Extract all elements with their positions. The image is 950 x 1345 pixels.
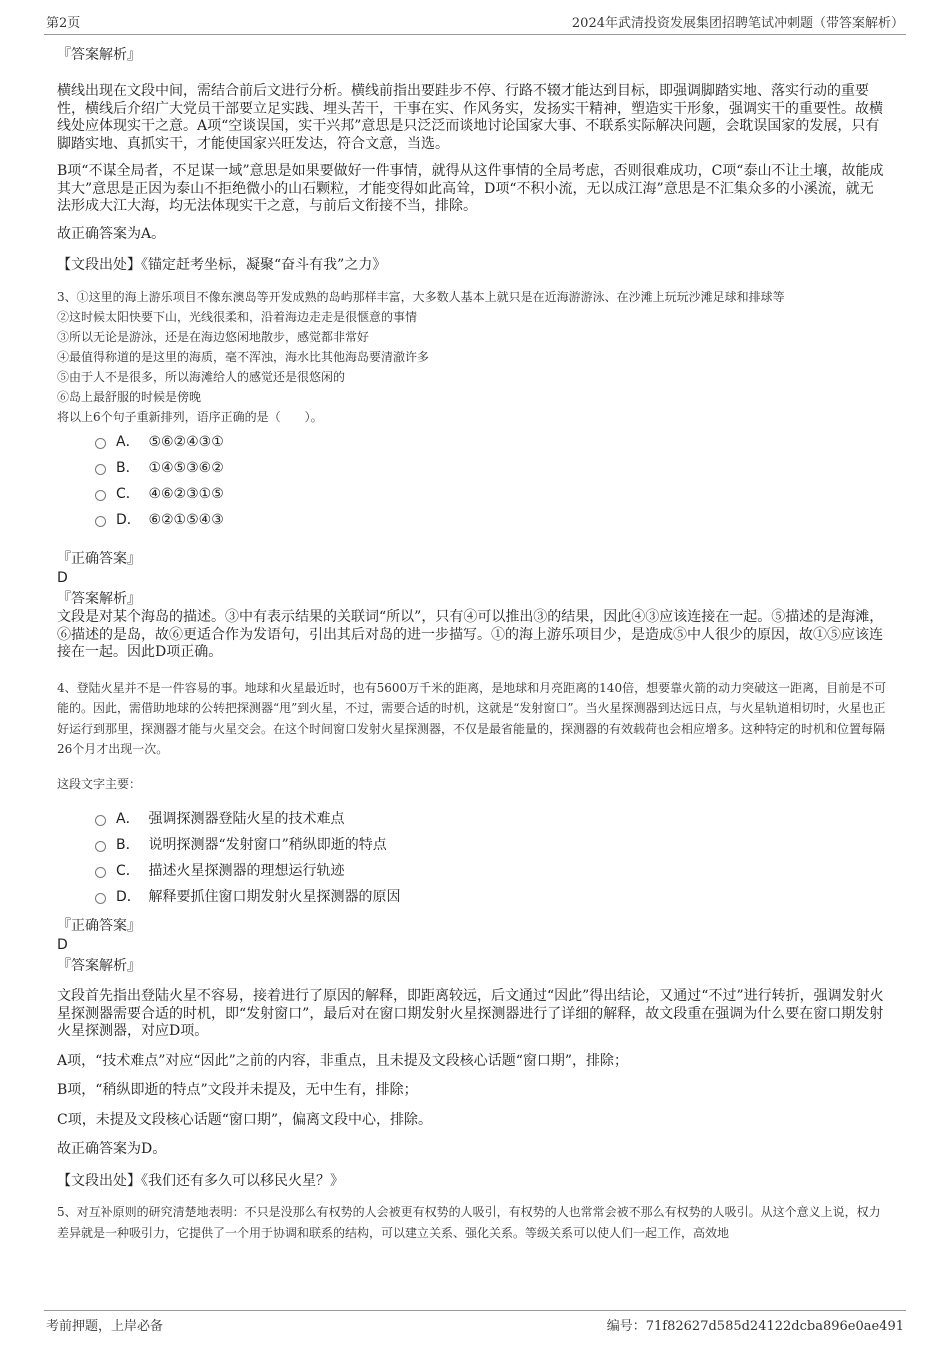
q4-analysis-paragraph-1: 文段首先指出登陆火星不容易，接着进行了原因的解释，即距离较远，后文通过“因此”得出结论，又通过“不过”进行转折，强调发射火星探测器需要合适的时机，即“发射窗口”，最后对在窗口期发射火星探测器进行了详细的解释，故文段重在强调为什么要在窗口期发射火星探测器，对应D项。 [57, 988, 884, 1039]
q3-prompt: 将以上6个句子重新排列，语序正确的是（ ）。 [57, 410, 323, 424]
question-4 [57, 678, 887, 1191]
radio-icon[interactable] [95, 867, 106, 878]
page-number: 第2页 [46, 16, 81, 31]
option-letter: D． [116, 512, 141, 528]
q4-answer: D [57, 937, 68, 953]
radio-icon[interactable] [95, 438, 106, 449]
option-text: ④⑥②③①⑤ [148, 486, 224, 502]
footer-slogan: 考前押题，上岸必备 [46, 1319, 164, 1334]
q3-sentence-5: ⑤由于人不是很多，所以海滩给人的感觉还是很悠闲的 [57, 370, 346, 384]
option-text: 说明探测器“发射窗口”稍纵即逝的特点 [148, 837, 387, 853]
radio-icon[interactable] [95, 841, 106, 852]
q4-source: 【文段出处】《我们还有多久可以移民火星？》 [57, 1172, 344, 1189]
radio-icon[interactable] [95, 893, 106, 904]
q3-sentence-3: ③所以无论是游泳，还是在海边悠闲地散步，感觉都非常好 [57, 330, 370, 344]
option-letter: B． [116, 837, 140, 853]
option-text: 解释要抓住窗口期发射火星探测器的原因 [148, 889, 401, 905]
q4-option-c[interactable] [57, 858, 887, 884]
document-body [57, 45, 887, 1243]
q3-option-b[interactable] [57, 455, 887, 481]
q4-stem: 4、登陆火星并不是一件容易的事。地球和火星最近时，也有5600万千米的距离，是地球和月亮距离的140倍，想要靠火箭的动力突破这一距离，目前是不可能的。因此，需借助地球的公转把探测器“甩”到火星，不过，需要合适的时机，这就是“发射窗口”。当火星探测器到达远日点，与火星轨道相切时，火星也正好运行到那里，探测器才能与火星交会。在这个时间窗口发射火星探测器，不仅是最省能量的，探测器的有效载荷也会相应增多。这种特定的时机和位置每隔26个月才出现一次。 [57, 680, 887, 756]
radio-icon[interactable] [95, 490, 106, 501]
q3-option-a[interactable] [57, 429, 887, 455]
q2-analysis-paragraph-1: 横线出现在文段中间，需结合前后文进行分析。横线前指出要跬步不停、行路不辍才能达到目标，即强调脚踏实地、落实行动的重要性，横线后介绍广大党员干部要立足实践、埋头苦干，干事在实、作风务实，发扬实干精神，塑造实干形象，强调实干的重要性。故横线处应体现实干之意。A项“空谈误国，实干兴邦”意思是只泛泛而谈地讨论国家大事、不联系实际解决问题，会耽误国家的发展，只有脚踏实地、真抓实干，才能使国家兴旺发达，符合文意，当选。 [57, 83, 883, 152]
q3-sentence-4: ④最值得称道的是这里的海质，毫不浑浊，海水比其他海岛要清澈许多 [57, 350, 430, 364]
q3-analysis-label: 『答案解析』 [57, 591, 141, 607]
option-letter: C． [116, 863, 140, 879]
document-code: 编号：71f82627d585d24122dcba896e0ae491 [606, 1319, 904, 1334]
option-letter: A． [116, 434, 140, 450]
q4-answer-label: 『正确答案』 [57, 918, 141, 934]
question-3 [57, 287, 887, 662]
q4-option-a[interactable] [57, 806, 887, 832]
q2-analysis-conclusion: 故正确答案为A。 [57, 225, 166, 242]
option-letter: D． [116, 889, 141, 905]
q2-analysis-label: 『答案解析』 [57, 47, 141, 63]
option-letter: B． [116, 460, 140, 476]
q4-analysis-paragraph-3: B项，“稍纵即逝的特点”文段并未提及，无中生有，排除； [57, 1082, 418, 1098]
document-title: 2024年武清投资发展集团招聘笔试冲刺题（带答案解析） [571, 16, 904, 31]
q2-analysis-paragraph-2: B项“不谋全局者，不足谋一域”意思是如果要做好一件事情，就得从这件事情的全局考虑，否则很难成功，C项“泰山不让土壤，故能成其大”意思是正因为泰山不拒绝微小的山石颗粒，才能变得如此高耸，D项“不积小流，无以成江海”意思是不汇集众多的小溪流，就无法形成大江大海，均无法体现实干之意，与前后文衔接不当，排除。 [57, 163, 884, 214]
radio-icon[interactable] [95, 464, 106, 475]
q3-option-d[interactable] [57, 507, 887, 533]
radio-icon[interactable] [95, 516, 106, 527]
q3-stem: 3、①这里的海上游乐项目不像东澳岛等开发成熟的岛屿那样丰富，大多数人基本上就只是在近海游游泳、在沙滩上玩玩沙滩足球和排球等 [57, 289, 785, 304]
option-text: ⑥②①⑤④③ [148, 512, 224, 528]
q4-options [57, 806, 887, 910]
q3-sentence-6: ⑥岛上最舒服的时候是傍晚 [57, 390, 202, 404]
q4-analysis-label: 『答案解析』 [57, 958, 141, 974]
page-header [44, 12, 906, 35]
q4-analysis-paragraph-2: A项，“技术难点”对应“因此”之前的内容，非重点，且未提及文段核心话题“窗口期”，排除； [57, 1052, 629, 1069]
q4-prompt: 这段文字主要： [57, 776, 142, 791]
q5-stem: 5、对互补原则的研究清楚地表明：不只是没那么有权势的人会被更有权势的人吸引，有权势的人也常常会被不那么有权势的人吸引。从这个意义上说，权力差异就是一种吸引力，它提供了一个用于协调和联系的结构，可以建立关系、强化关系。等级关系可以使人们一起工作，高效地 [57, 1205, 881, 1240]
q4-option-b[interactable] [57, 832, 887, 858]
q4-analysis-paragraph-4: C项，未提及文段核心话题“窗口期”，偏离文段中心，排除。 [57, 1111, 433, 1128]
q3-answer-label: 『正确答案』 [57, 551, 141, 567]
q4-option-d[interactable] [57, 884, 887, 910]
question-5 [57, 1202, 887, 1243]
radio-icon[interactable] [95, 815, 106, 826]
option-text: ①④⑤③⑥② [148, 460, 224, 476]
q3-options [57, 429, 887, 533]
q3-answer: D [57, 570, 68, 586]
page-footer [44, 1310, 906, 1333]
q2-source: 【文段出处】《锚定赶考坐标，凝聚“奋斗有我”之力》 [57, 257, 387, 273]
q4-analysis-conclusion: 故正确答案为D。 [57, 1141, 167, 1157]
q3-sentence-2: ②这时候太阳快要下山，光线很柔和，沿着海边走走是很惬意的事情 [57, 310, 418, 324]
option-text: 强调探测器登陆火星的技术难点 [148, 811, 345, 827]
q3-option-c[interactable] [57, 481, 887, 507]
option-text: ⑤⑥②④③① [148, 434, 224, 450]
q3-analysis: 文段是对某个海岛的描述。③中有表示结果的关联词“所以”，只有④可以推出③的结果，因此④③应该连接在一起。⑤描述的是海滩，⑥描述的是岛，故⑥更适合作为发语句，引出其后对岛的进一步描写。①的海上游乐项目少，是造成⑤中人很少的原因，故①⑤应该连接在一起。因此D项正确。 [57, 609, 884, 660]
option-letter: C． [116, 486, 140, 502]
option-text: 描述火星探测器的理想运行轨迹 [148, 863, 345, 879]
option-letter: A． [116, 811, 140, 827]
